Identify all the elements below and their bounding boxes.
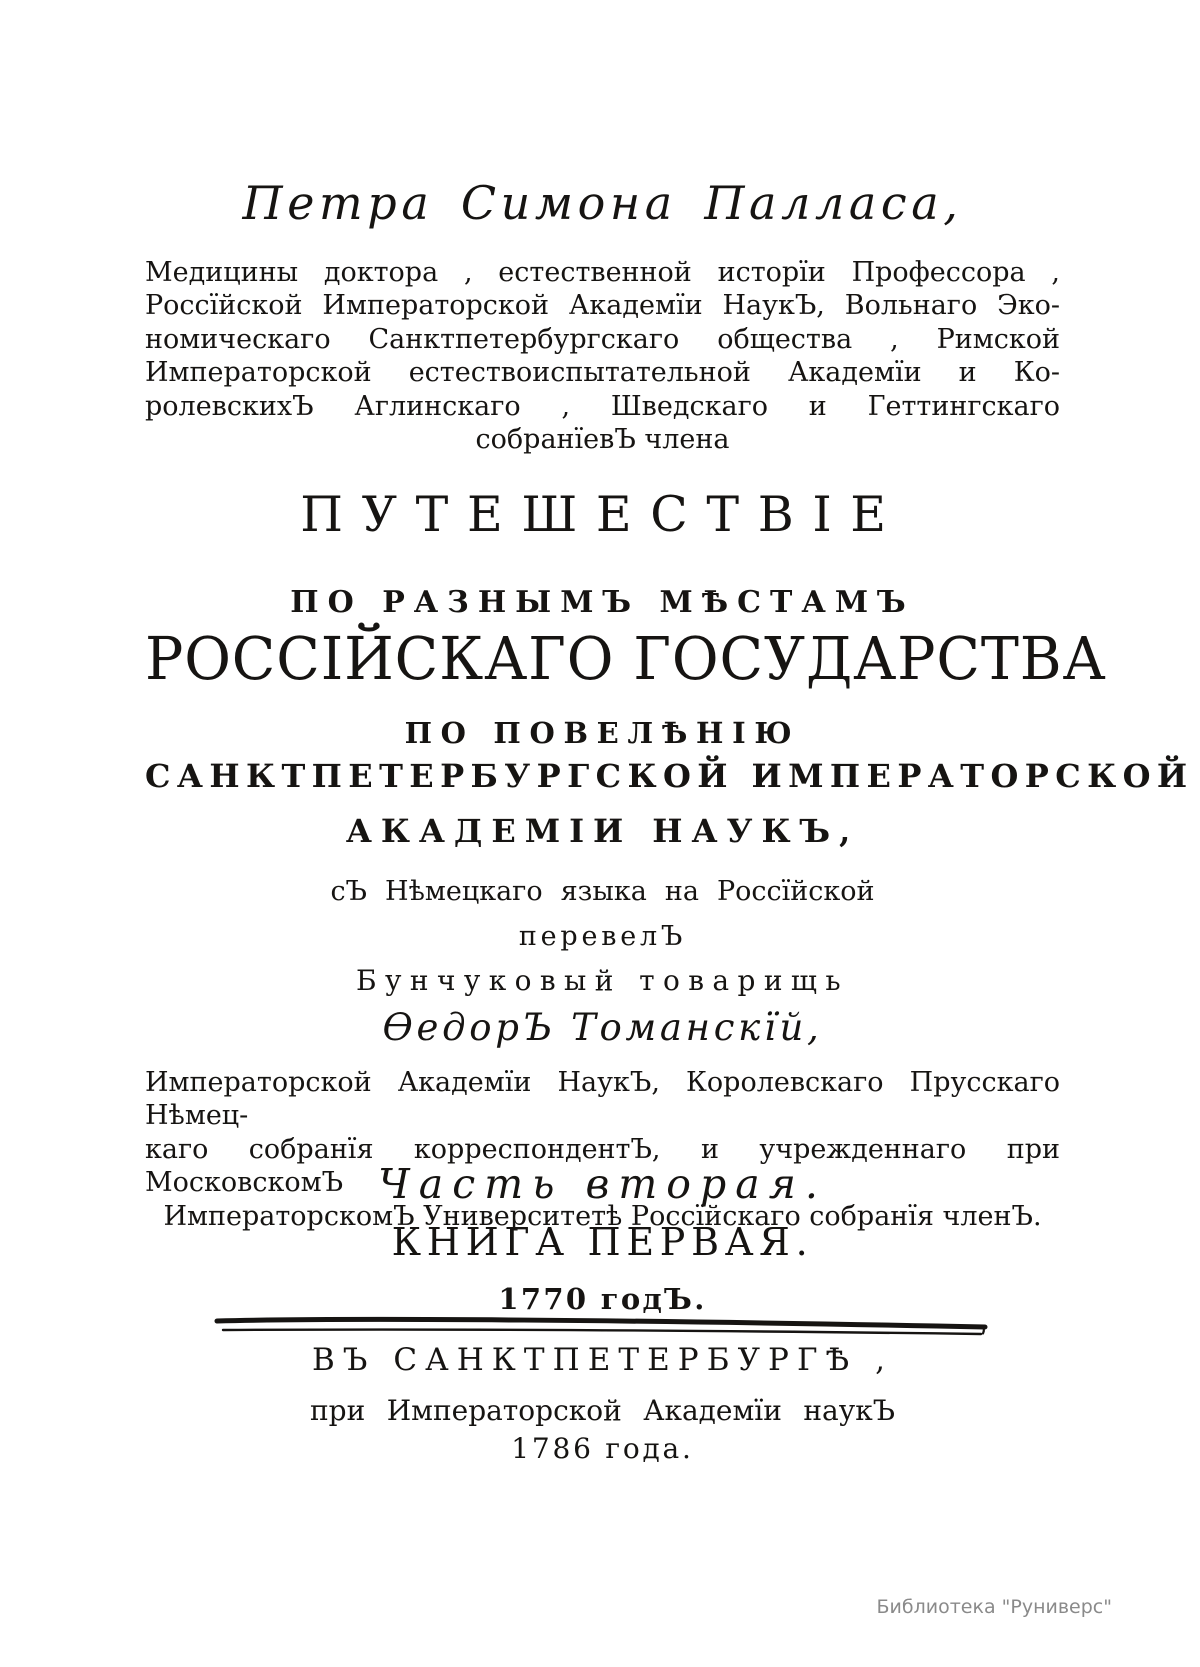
main-title-decree: ПО ПОВЕЛѢНІЮ — [404, 716, 801, 750]
library-watermark: Библиотека "Руниверс" — [876, 1596, 1112, 1618]
translator-rank-line: Бунчуковый товарищь — [356, 964, 849, 997]
page-content — [145, 0, 1194, 1667]
main-title-state: РОССІЙСКАГО ГОСУДАРСТВА — [145, 624, 1107, 694]
imprint-city-line: ВЪ САНКТПЕТЕРБУРГѢ , — [311, 1342, 894, 1378]
separator-rule — [145, 1313, 1060, 1339]
main-title-academy-line2: АКАДЕМІИ НАУКЪ, — [345, 812, 860, 850]
translation-intro-line: сЪ Нѣмецкаго языка на Россїйской — [330, 876, 875, 907]
translator-name-line: ѲедорЪ Томанскїй, — [382, 1006, 823, 1049]
edition-part-line: Часть вторая. — [378, 1160, 827, 1208]
affiliation-line: Императорской Академїи НаукЪ, Королевскаго Прусскаго Нѣмец- — [145, 1067, 1060, 1132]
credentials-line: Россїйской Императорской Академїи НаукЪ, Вольнаго Эко- — [145, 290, 1060, 322]
double-rule-graphic — [213, 1313, 993, 1339]
main-title-travel: ПУТЕШЕСТВІЕ — [300, 486, 905, 543]
translated-by-line: перевелЪ — [518, 921, 687, 952]
author-credentials-paragraph — [145, 256, 1060, 456]
affiliation-line-last: ИмператорскомЪ Университетѣ Россїйскаго собранїя членЪ. — [163, 1200, 1042, 1232]
affiliation-line: каго собранїя корреспондентЪ, и учрежденнаго при МосковскомЪ — [145, 1133, 1060, 1199]
credentials-line: Императорской естествоиспытательной Академїи и Ко- — [145, 357, 1060, 389]
credentials-line: ролевскихЪ Аглинскаго , Шведскаго и Геттингскаго — [145, 390, 1060, 422]
edition-book-line: КНИГА ПЕРВАЯ. — [391, 1220, 814, 1264]
main-title-academy-line1: САНКТПЕТЕРБУРГСКОЙ ИМПЕРАТОРСКОЙ — [145, 757, 1194, 795]
imprint-publisher-line: при Императорской Академїи наукЪ — [310, 1394, 895, 1427]
credentials-line: номическаго Санктпетербургскаго общества , Римской — [145, 323, 1060, 355]
credentials-line: Медицины доктора , естественной исторїи Профессора , — [145, 257, 1060, 288]
credentials-line-last: собранїевЪ члена — [475, 424, 730, 456]
main-title-places: ПО РАЗНЫМЪ МѢСТАМЪ — [290, 585, 915, 620]
author-name-line: Петра Симона Палласа, — [242, 176, 963, 230]
imprint-year-line: 1786 года. — [511, 1432, 694, 1465]
travel-year-line: 1770 годЪ. — [498, 1282, 707, 1316]
